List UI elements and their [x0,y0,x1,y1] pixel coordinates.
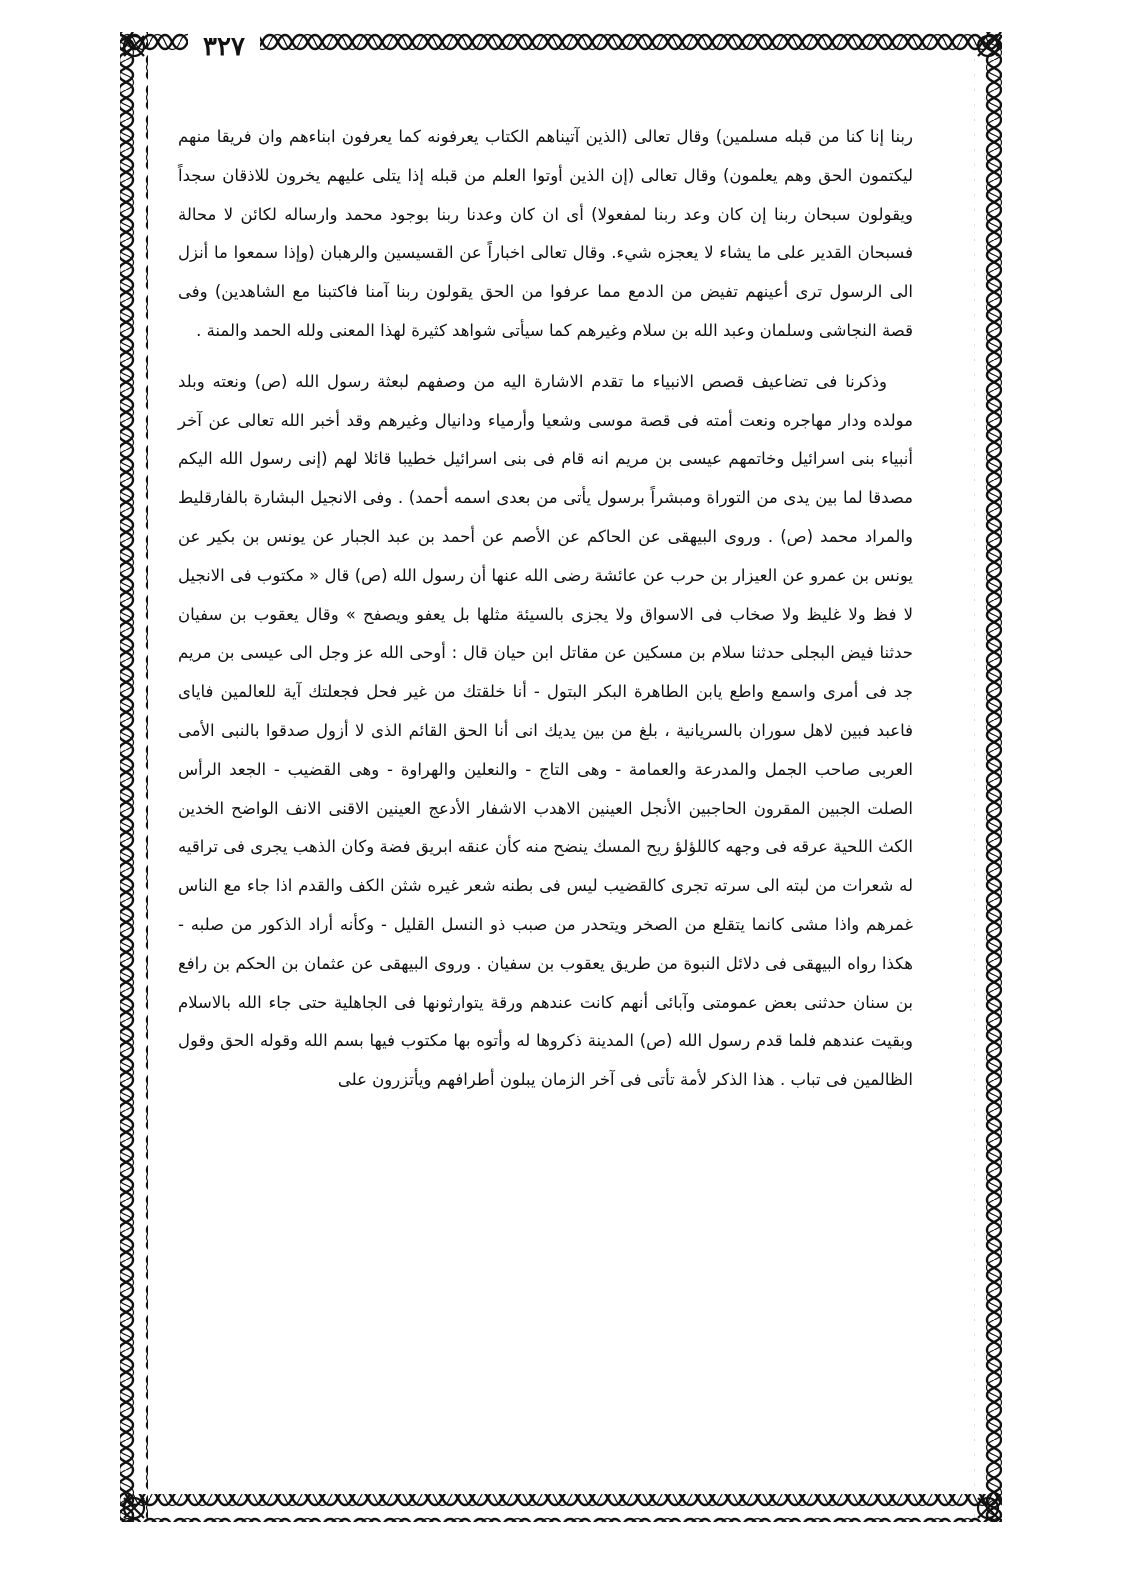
paragraph-1: ربنا إنا كنا من قبله مسلمين) وقال تعالى (الذين آتيناهم الكتاب يعرفونه كما يعرفون ابناءهم وان فريقا منهم ليكتمون الحق وهم يعلمون) وقال تعالى (إن الذين أوتوا العلم من قبله إذا يتلى عليهم يخرون للاذقان سجداً ويقولون سبحان ربنا إن كان وعد ربنا لمفعولا) أى ان كان وعدنا ربنا بوجود محمد وارساله لكائن لا محالة فسبحان القدير على ما يشاء لا يعجزه شيء. وقال تعالى اخباراً عن القسيسين والرهبان (وإذا سمعوا ما أنزل الى الرسول ترى أعينهم تفيض من الدمع مما عرفوا من الحق يقولون ربنا آمنا فاكتبنا مع الشاهدين) وفى قصة النجاشى وسلمان وعبد الله بن سلام وغيرهم كما سيأتى شواهد كثيرة لهذا المعنى ولله الحمد والمنة . [178,127,913,340]
body-text [178,118,913,1100]
page-number: ٣٢٧ [188,30,260,64]
border-right [974,32,1002,1522]
border-left [120,32,148,1522]
paragraph-2: وذكرنا فى تضاعيف قصص الانبياء ما تقدم الاشارة اليه من وصفهم لبعثة رسول الله (ص) ونعته وبلد مولده ودار مهاجره ونعت أمته فى قصة موسى وشعيا وأرمياء ودانيال وغيرهم وقد أخبر الله تعالى عن آخر أنبياء بنى اسرائيل وخاتمهم عيسى بن مريم انه قام فى بنى اسرائيل خطيبا قائلا لهم (إنى رسول الله اليكم مصدقا لما بين يدى من التوراة ومبشراً برسول يأتى من بعدى اسمه أحمد) . وفى الانجيل البشارة بالفارقليط والمراد محمد (ص) . وروى البيهقى عن الحاكم عن الأصم عن أحمد بن عبد الجبار عن يونس بن بكير عن يونس بن عمرو عن العيزار بن حرب عن عائشة رضى الله عنها أن رسول الله (ص) قال « مكتوب فى الانجيل لا فظ ولا غليظ ولا صخاب فى الاسواق ولا يجزى بالسيئة مثلها بل يعفو ويصفح » وقال يعقوب بن سفيان حدثنا فيض البجلى حدثنا سلام بن مسكين عن مقاتل ابن حيان قال : أوحى الله عز وجل الى عيسى بن مريم جد فى أمرى واسمع واطع يابن الطاهرة البكر البتول - أنا خلقتك من غير فحل فجعلتك آية للعالمين فاياى فاعبد فبين لاهل سوران بالسريانية ، بلغ من بين يديك انى أنا الحق القائم الذى لا أزول صدقوا بالنبى الأمى العربى صاحب الجمل والمدرعة والعمامة - وهى التاج - والنعلين والهراوة - وهى القضيب - الجعد الرأس الصلت الجبين المقرون الحاجبين الأنجل العينين الاهدب الاشفار الأدعج العينين الاقنى الانف الواضح الخدين الكث اللحية عرقه فى وجهه كاللؤلؤ ريح المسك ينضح منه كأن عنقه ابريق فضة وكان الذهب يجرى فى تراقيه له شعرات من لبته الى سرته تجرى كالقضيب ليس فى بطنه شعر غيره شثن الكف والقدم اذا جاء مع الناس غمرهم واذا مشى كانما يتقلع من الصخر ويتحدر من صبب ذو النسل القليل - وكأنه أراد الذكور من صلبه - هكذا رواه البيهقى فى دلائل النبوة من طريق يعقوب بن سفيان . وروى البيهقى عن عثمان بن الحكم بن رافع بن سنان حدثنى بعض عمومتى وآبائى أنهم كانت عندهم ورقة يتوارثونها فى الجاهلية حتى جاء الله بالاسلام وبقيت عندهم فلما قدم رسول الله (ص) المدينة ذكروها له وأتوه بها مكتوب فيها بسم الله وقوله الحق وقول الظالمين فى تباب . هذا الذكر لأمة تأتى فى آخر الزمان يبلون أطرافهم ويأتزرون على [178,371,913,1090]
border-bottom [120,1494,1002,1522]
